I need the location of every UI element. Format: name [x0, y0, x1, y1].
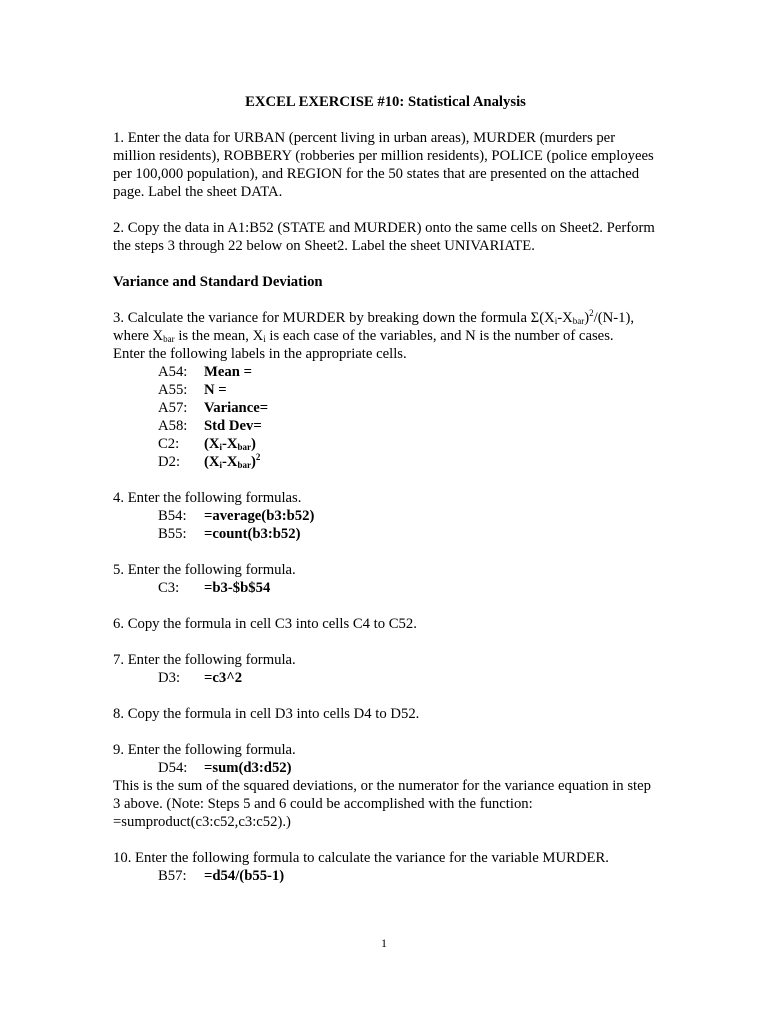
step-8-paragraph: 8. Copy the formula in cell D3 into cells D4 to D52. [113, 706, 420, 722]
cell-label: Std Dev= [204, 418, 262, 434]
formula-text: =average(b3:b52) [204, 508, 315, 524]
d2-text: ) [251, 454, 256, 470]
step-1-paragraph: 1. Enter the data for URBAN (percent living in urban areas), MURDER (murders per million residents), ROBBERY (robberies per million residents), POLICE (police employees per 100,000 population), and REGION for the 50 states that are presented on the attached page. Label the sheet DATA. [113, 130, 654, 200]
step-9-paragraph: 9. Enter the following formula. [113, 742, 296, 758]
page-title: EXCEL EXERCISE #10: Statistical Analysis [245, 94, 526, 110]
formula-row [113, 867, 658, 885]
subscript-i: i [219, 442, 223, 452]
formula-row [113, 759, 658, 777]
step-3-text: where X [113, 328, 164, 344]
cell-ref: C3: [158, 580, 180, 596]
step-10-paragraph: 10. Enter the following formula to calculate the variance for the variable MURDER. [113, 850, 609, 866]
cell-label [204, 435, 256, 453]
c2-text: ) [251, 436, 256, 452]
subscript-i: i [219, 460, 223, 470]
cell-ref: A57: [158, 400, 188, 416]
subscript-i: i [554, 316, 558, 326]
step-9-note: This is the sum of the squared deviations, or the numerator for the variance equation in step 3 above. (Note: Steps 5 and 6 could be accomplished with the function: =sumproduct(c3:c52,c3:c52).) [113, 778, 651, 830]
step-3-text: Enter the following labels in the appropriate cells. [113, 346, 407, 362]
formula-text: =sum(d3:d52) [204, 760, 292, 776]
cell-label: N = [204, 382, 227, 398]
formula-text: =d54/(b55-1) [204, 868, 285, 884]
c2-text: -X [222, 436, 238, 452]
cell-ref: A58: [158, 418, 188, 434]
step-3-paragraph [113, 309, 658, 363]
formula-row [113, 507, 658, 525]
step-6-paragraph: 6. Copy the formula in cell C3 into cells C4 to C52. [113, 616, 417, 632]
label-row [113, 417, 658, 435]
step-3-text: 3. Calculate the variance for MURDER by breaking down the formula Σ(X [113, 310, 555, 326]
cell-label [204, 453, 260, 471]
cell-ref: D2: [158, 454, 181, 470]
section-heading: Variance and Standard Deviation [113, 274, 323, 290]
subscript-bar: bar [237, 442, 252, 452]
subscript-i: i [263, 334, 266, 344]
step-7-paragraph: 7. Enter the following formula. [113, 652, 296, 668]
superscript-2: 2 [589, 308, 594, 318]
c2-text: (X [204, 436, 220, 452]
step-2-paragraph: 2. Copy the data in A1:B52 (STATE and MURDER) onto the same cells on Sheet2. Perform the steps 3 through 22 below on Sheet2. Label the sheet UNIVARIATE. [113, 220, 655, 254]
label-row [113, 399, 658, 417]
cell-ref: A54: [158, 364, 188, 380]
formula-row [113, 669, 658, 687]
formula-row [113, 579, 658, 597]
step-3-text: is each case of the variables, and N is the number of cases. [265, 328, 614, 344]
label-row [113, 363, 658, 381]
formula-text: =b3-$b$54 [204, 580, 271, 596]
cell-ref: B55: [158, 526, 187, 542]
cell-ref: C2: [158, 436, 180, 452]
cell-ref: D54: [158, 760, 188, 776]
subscript-bar: bar [237, 460, 252, 470]
label-row [113, 435, 658, 453]
cell-ref: D3: [158, 670, 181, 686]
label-row [113, 453, 658, 471]
step-3-text: -X [557, 310, 573, 326]
formula-text: =count(b3:b52) [204, 526, 301, 542]
step-3-text: is the mean, X [174, 328, 264, 344]
cell-ref: B54: [158, 508, 187, 524]
cell-label: Variance= [204, 400, 269, 416]
cell-ref: B57: [158, 868, 187, 884]
d2-text: (X [204, 454, 220, 470]
label-row [113, 381, 658, 399]
formula-text: =c3^2 [204, 670, 243, 686]
cell-ref: A55: [158, 382, 188, 398]
formula-row [113, 525, 658, 543]
step-4-paragraph: 4. Enter the following formulas. [113, 490, 302, 506]
superscript-2: 2 [255, 452, 261, 462]
subscript-bar: bar [572, 316, 585, 326]
cell-label: Mean = [204, 364, 252, 380]
d2-text: -X [222, 454, 238, 470]
step-3-text: ) [584, 310, 590, 326]
document-page [113, 93, 658, 885]
subscript-bar: bar [163, 334, 175, 344]
step-3-text: /(N-1), [593, 310, 635, 326]
step-5-paragraph: 5. Enter the following formula. [113, 562, 296, 578]
page-number: 1 [381, 936, 387, 950]
